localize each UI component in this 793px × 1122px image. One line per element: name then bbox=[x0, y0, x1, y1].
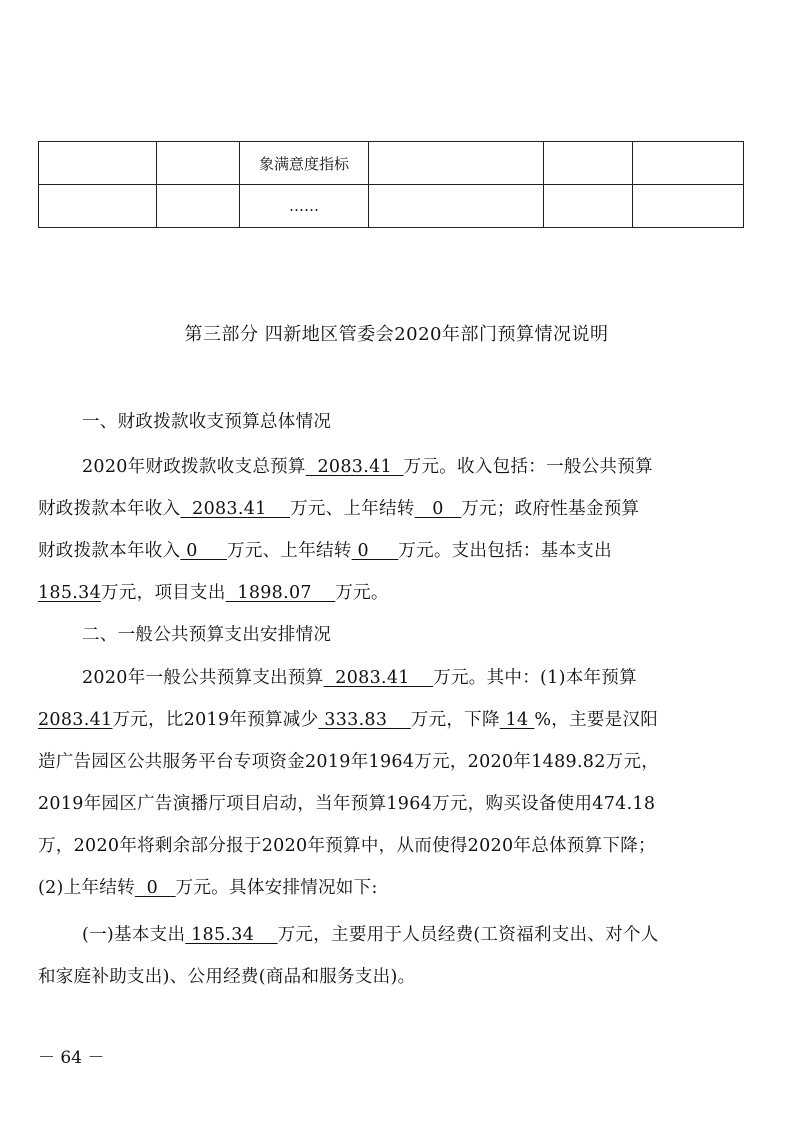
table-cell: 象满意度指标 bbox=[240, 142, 369, 185]
text-line: 2020年一般公共预算支出预算 2083.41 万元。其中：(1)本年预算 bbox=[82, 668, 637, 688]
amount-value: 1898.07 bbox=[225, 583, 336, 603]
amount-value: 2083.41 bbox=[323, 668, 434, 688]
section-heading: 二、一般公共预算支出安排情况 bbox=[82, 625, 332, 645]
section-heading: 一、财政拨款收支预算总体情况 bbox=[82, 412, 332, 432]
table-cell bbox=[633, 185, 744, 228]
table-cell bbox=[369, 142, 544, 185]
text-line: 财政拨款本年收入 2083.41 万元、上年结转 0 万元；政府性基金预算 bbox=[38, 499, 640, 519]
text-line: 造广告园区公共服务平台专项资金2019年1964万元，2020年1489.82万元， bbox=[38, 752, 660, 772]
table-cell bbox=[633, 142, 744, 185]
amount-value: 333.83 bbox=[318, 710, 411, 730]
text-line: 和家庭补助支出)、公用经费(商品和服务支出)。 bbox=[38, 967, 416, 987]
table-row bbox=[39, 185, 744, 228]
text-line: 财政拨款本年收入 0 万元、上年结转 0 万元。支出包括：基本支出 bbox=[38, 541, 612, 561]
amount-value: 14 bbox=[499, 710, 535, 730]
amount-value: 185.34 bbox=[38, 583, 102, 603]
text-line: 万，2020年将剩余部分报于2020年预算中，从而使得2020年总体预算下降； bbox=[38, 836, 656, 856]
text-line: (一)基本支出 185.34 万元，主要用于人员经费(工资福利支出、对个人 bbox=[82, 925, 659, 945]
indicator-table bbox=[38, 141, 744, 228]
amount-value: 0 bbox=[180, 541, 228, 561]
table-cell bbox=[39, 142, 157, 185]
table-cell bbox=[369, 185, 544, 228]
text-line: (2)上年结转 0 万元。具体安排情况如下: bbox=[38, 878, 378, 898]
amount-value: 2083.41 bbox=[38, 710, 113, 730]
text-line: 2083.41万元，比2019年预算减少 333.83 万元，下降 14 %，主要是汉阳 bbox=[38, 710, 659, 730]
page-number: － 64 － bbox=[38, 1048, 105, 1068]
text-line: 185.34万元，项目支出 1898.07 万元。 bbox=[38, 583, 389, 603]
table-row bbox=[39, 142, 744, 185]
amount-value: 0 bbox=[414, 499, 462, 519]
text-line: 2019年园区广告演播厅项目启动，当年预算1964万元，购买设备使用474.18 bbox=[38, 794, 656, 814]
table-cell bbox=[157, 142, 240, 185]
amount-value: 2083.41 bbox=[305, 457, 404, 477]
table-cell bbox=[39, 185, 157, 228]
table-cell bbox=[157, 185, 240, 228]
amount-value: 0 bbox=[134, 878, 176, 898]
amount-value: 2083.41 bbox=[180, 499, 291, 519]
text-line: 2020年财政拨款收支总预算 2083.41 万元。收入包括：一般公共预算 bbox=[82, 457, 653, 477]
table-cell: …… bbox=[240, 185, 369, 228]
table-cell bbox=[544, 142, 633, 185]
table-cell bbox=[544, 185, 633, 228]
amount-value: 0 bbox=[351, 541, 399, 561]
amount-value: 185.34 bbox=[185, 925, 278, 945]
page-title: 第三部分 四新地区管委会2020年部门预算情况说明 bbox=[184, 324, 609, 345]
